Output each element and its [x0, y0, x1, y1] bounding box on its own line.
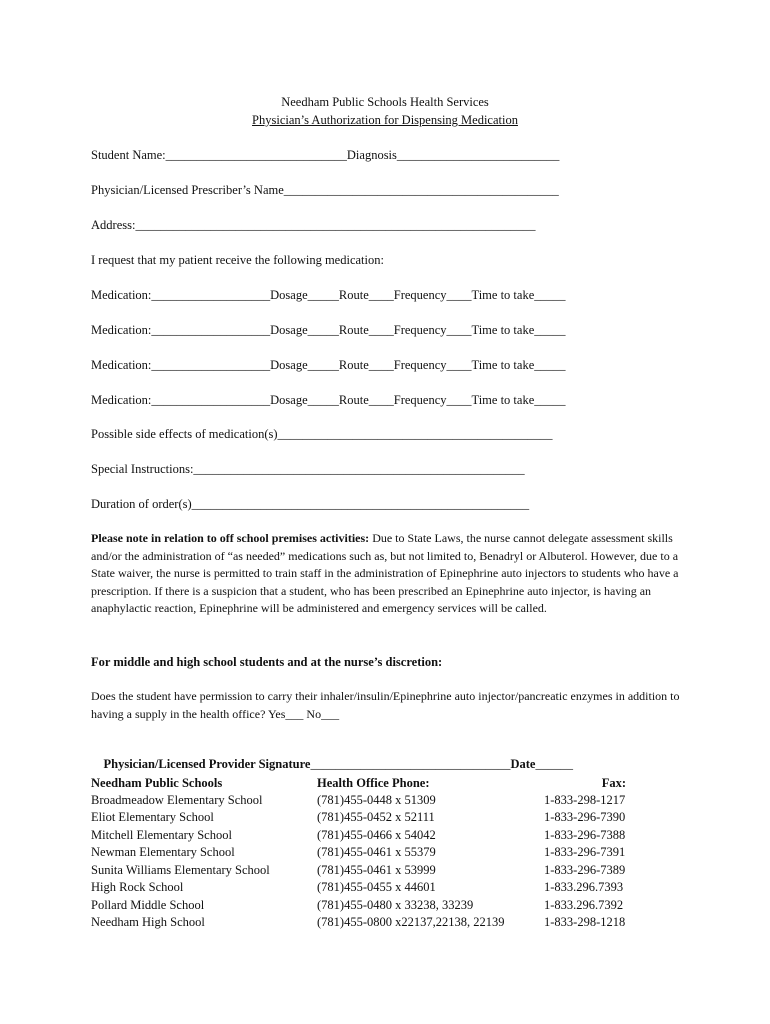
signature-label: Physician/Licensed Provider Signature [103, 757, 311, 771]
form-subtitle: Physician’s Authorization for Dispensing Medication [252, 113, 518, 127]
carry-permission-question[interactable]: Does the student have permission to carry their inhaler/insulin/Epinephrine auto injector/pancreatic enzymes in addition to having a supply in the health office? Yes___ No___ [91, 689, 680, 721]
special-instructions-line[interactable]: Special Instructions:_____________________________________________________ [91, 462, 525, 476]
school-phone: (781)455-0461 x 53999 [317, 863, 436, 877]
duration-line[interactable]: Duration of order(s)______________________________________________________ [91, 497, 530, 511]
schools-header-fax: Fax: [601, 776, 626, 790]
middle-high-heading: For middle and high school students and at the nurse’s discretion: [91, 655, 443, 669]
schools-header-name: Needham Public Schools [91, 776, 223, 790]
school-fax: 1-833-296-7389 [544, 863, 626, 877]
medication-line-1[interactable]: Medication:___________________Dosage_____Route____Frequency____Time to take_____ [91, 288, 566, 302]
school-phone: (781)455-0800 x22137,22138, 22139 [317, 915, 505, 929]
school-fax: 1-833.296.7392 [544, 898, 624, 912]
medication-line-2[interactable]: Medication:___________________Dosage_____Route____Frequency____Time to take_____ [91, 323, 566, 337]
address-line[interactable]: Address:________________________________________________________________ [91, 218, 536, 232]
request-statement: I request that my patient receive the following medication: [91, 253, 384, 267]
side-effects-line[interactable]: Possible side effects of medication(s)____________________________________________ [91, 427, 553, 441]
signature-blank[interactable]: ________________________________ [310, 757, 511, 771]
medication-line-4[interactable]: Medication:___________________Dosage_____Route____Frequency____Time to take_____ [91, 393, 566, 407]
note-lead: Please note in relation to off school premises activities: [91, 531, 370, 545]
school-fax: 1-833.296.7393 [544, 880, 624, 894]
student-diagnosis-line[interactable]: Student Name:_____________________________Diagnosis__________________________ [91, 148, 560, 162]
date-blank[interactable]: ______ [535, 757, 573, 771]
school-name: Sunita Williams Elementary School [91, 863, 270, 877]
school-phone: (781)455-0461 x 55379 [317, 845, 436, 859]
off-premises-note [91, 530, 691, 618]
school-fax: 1-833-298-1218 [544, 915, 626, 929]
school-name: Newman Elementary School [91, 845, 235, 859]
school-name: Broadmeadow Elementary School [91, 793, 263, 807]
school-name: Mitchell Elementary School [91, 828, 232, 842]
school-fax: 1-833-296-7388 [544, 828, 626, 842]
schools-header-phone: Health Office Phone: [317, 776, 430, 790]
school-name: High Rock School [91, 880, 184, 894]
school-phone: (781)455-0455 x 44601 [317, 880, 436, 894]
school-fax: 1-833-296-7391 [544, 845, 626, 859]
date-label: Date [510, 757, 536, 771]
physician-name-line[interactable]: Physician/Licensed Prescriber’s Name____________________________________________ [91, 183, 559, 197]
school-fax: 1-833-296-7390 [544, 810, 626, 824]
school-name: Needham High School [91, 915, 205, 929]
school-phone: (781)455-0452 x 52111 [317, 810, 435, 824]
school-phone: (781)455-0466 x 54042 [317, 828, 436, 842]
medication-line-3[interactable]: Medication:___________________Dosage_____Route____Frequency____Time to take_____ [91, 358, 566, 372]
school-name: Pollard Middle School [91, 898, 205, 912]
school-phone: (781)455-0448 x 51309 [317, 793, 436, 807]
school-phone: (781)455-0480 x 33238, 33239 [317, 898, 474, 912]
form-title: Needham Public Schools Health Services [281, 95, 489, 109]
note-text: Due to State Laws, the nurse cannot delegate assessment skills and/or the administration of “as needed” medications such as, but not limited to, Benadryl or Albuterol. However, due to a State waiver, the nurse is permitted to train staff in the administration of Epinephrine auto injectors to students who have a prescription. If there is a suspicion that a student, who has been prescribed an Epinephrine auto injector, is having an anaphylactic reaction, Epinephrine will be administered and emergency services will be called. [91, 531, 679, 616]
school-fax: 1-833-298-1217 [544, 793, 626, 807]
school-name: Eliot Elementary School [91, 810, 214, 824]
